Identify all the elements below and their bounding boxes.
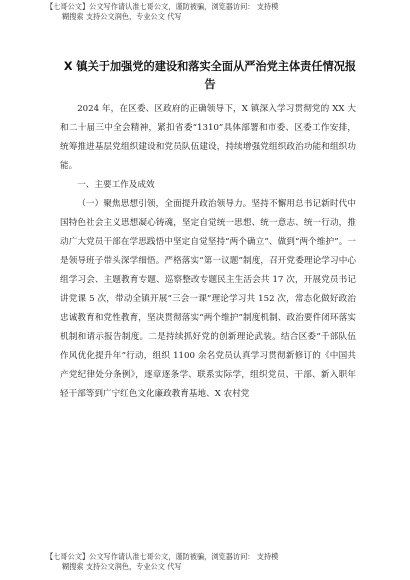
footer-note-line-2: 糊搜索 支持公文润色，专业公文 代写	[62, 562, 182, 571]
section-heading: 一、主要工作及成效	[77, 180, 155, 190]
document-title: X 镇关于加强党的建设和落实全面从严治党主体责任情况报告	[63, 60, 357, 91]
document-body	[60, 100, 356, 404]
footer-watermark-note	[0, 552, 410, 572]
intro-paragraph: 2024 年，在区委、区政府的正确领导下，X 镇深入学习贯彻党的 XX 大和二十届三中全会精神，紧扣省委“1310”具体部署和市委、区委工作安排，统筹推进基层党组织建设和党员队伍建设，持续增强党组织政治功能和组织功能。	[60, 104, 356, 171]
body-paragraph: （一）聚焦思想引领，全面提升政治领导力。坚持不懈用总书记新时代中国特色社会主义思想凝心铸魂，坚定自觉统一思想、统一意志、统一行动，推动广大党员干部在学思践悟中坚定自觉坚持“两个确立”、做到“两个维护”。一是领导班子带头深学细悟。严格落实“第一议题”制度，召开党委理论学习中心组学习会、主题教育专题、巡察整改专题民主生活会共 17 次，开展党员书记讲党课 5 次，带动全镇开展“三会一课”理论学习共 152 次，常态化做好政治忠诚教育和党性教育，坚决贯彻落实“两个维护”制度机制、政治要件闭环落实机制和请示报告制度。二是持续抓好党的创新理论武装。结合区委“千部队伍作风优化提升年”行动，组织 1100 余名党员认真学习贯彻新修订的《中国共产党纪律处分条例》，逐章逐条学、联系实际学，组织党员、干部、新入职年轻干部等到广宁红色文化廉政教育基地、X 农村党	[60, 199, 356, 399]
footer-note-line-1: 【七哥公文】公文写作请认准七哥公文，谨防被骗，浏览器访问： 支持模	[46, 552, 279, 561]
header-watermark-note	[0, 2, 410, 22]
header-note-line-1: 【七哥公文】公文写作请认准七哥公文，谨防被骗，浏览器访问： 支持模	[46, 2, 279, 11]
header-note-line-2: 糊搜索 支持公文润色，专业公文 代写	[62, 12, 182, 21]
